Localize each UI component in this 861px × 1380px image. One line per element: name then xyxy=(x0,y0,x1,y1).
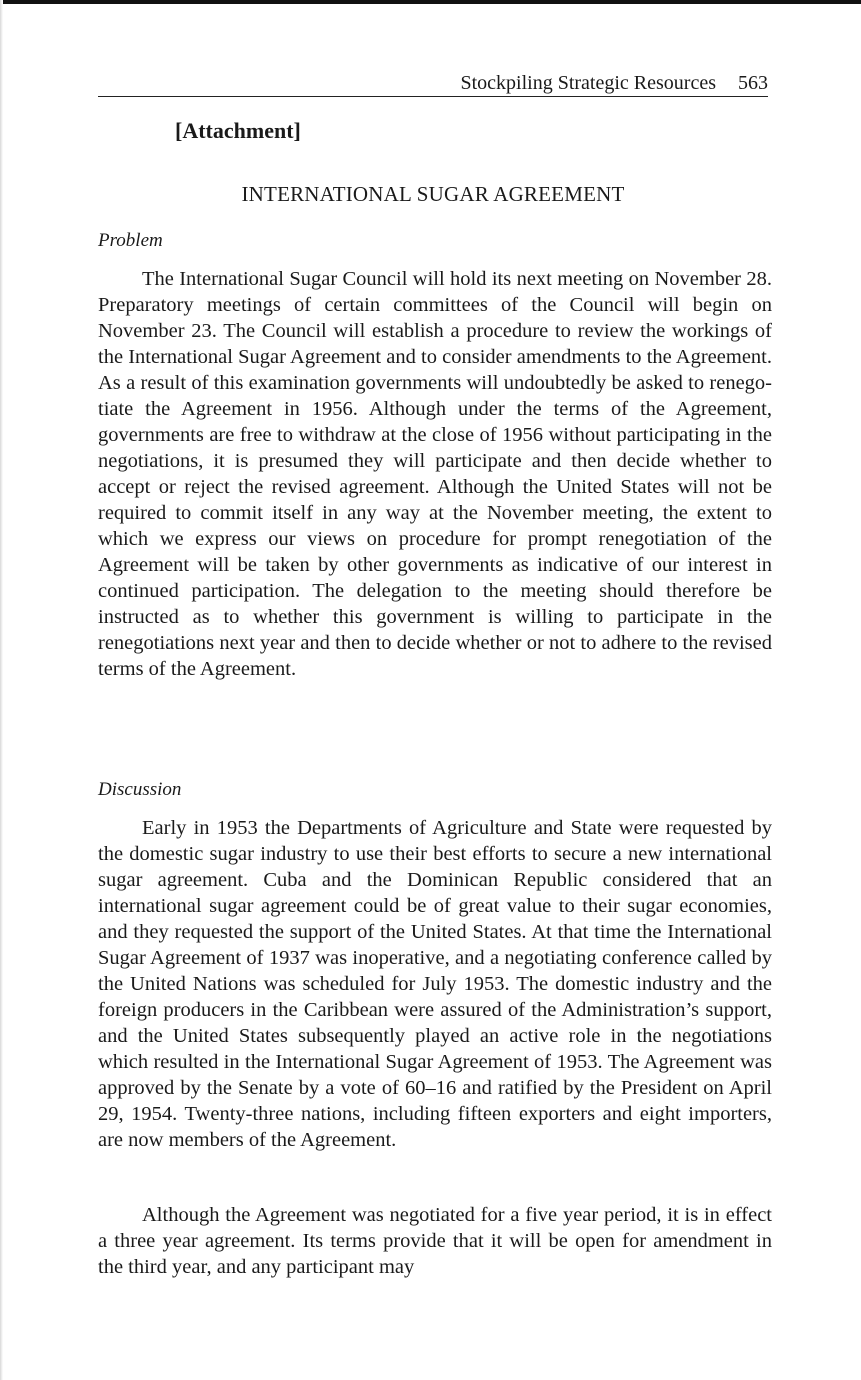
running-title: Stockpiling Strategic Resources xyxy=(460,72,716,94)
page-edge-shadow xyxy=(0,0,3,1380)
problem-heading: Problem xyxy=(98,230,163,251)
discussion-paragraph-2: Although the Agreement was negotiated for a five year period, it is in effect a three year agreement. Its terms provide that it will be open for amendment in the third year, and any participant may xyxy=(98,1204,772,1278)
discussion-paragraph-1: Early in 1953 the Departments of Agriculture and State were requested by the domestic sugar industry to use their best efforts to secure a new international sugar agreement. Cuba and the Dominican Republic considered that an international sugar agreement could be of great value to their sugar economies, and they requested the support of the United States. At that time the International Sugar Agreement of 1937 was inoperative, and a negotiating conference called by the United Nations was scheduled for July 1953. The domestic industry and the foreign producers in the Caribbean were assured of the Administration’s support, and the United States subsequently played an active role in the negotiations which resulted in the International Sugar Agreement of 1953. The Agreement was approved by the Senate by a vote of 60–16 and ratified by the President on April 29, 1954. Twenty-three nations, including fifteen exporters and eight importers, are now members of the Agreement. xyxy=(98,817,772,1151)
document-title: INTERNATIONAL SUGAR AGREEMENT xyxy=(241,182,625,206)
running-header xyxy=(98,70,768,97)
top-edge-rule xyxy=(0,0,861,4)
discussion-heading: Discussion xyxy=(98,779,182,800)
attachment-label: [Attachment] xyxy=(175,118,301,143)
page-number: 563 xyxy=(738,72,768,94)
problem-paragraph: The International Sugar Council will hold its next meeting on November 28. Preparatory meetings of certain committees of the Council will begin on November 23. The Council will establish a procedure to review the workings of the International Sugar Agreement and to consider amendments to the Agreement. As a result of this examination governments will undoubtedly be asked to renegotiate the Agreement in 1956. Although under the terms of the Agreement, governments are free to withdraw at the close of 1956 without participating in the negotiations, it is presumed they will participate and then decide whether to accept or reject the revised agreement. Although the United States will not be required to commit itself in any way at the November meeting, the extent to which we express our views on procedure for prompt renegotiation of the Agreement will be taken by other governments as indicative of our interest in continued participation. The delegation to the meeting should therefore be instructed as to whether this government is willing to participate in the renegotiations next year and then to decide whether or not to adhere to the revised terms of the Agreement. xyxy=(98,268,772,680)
